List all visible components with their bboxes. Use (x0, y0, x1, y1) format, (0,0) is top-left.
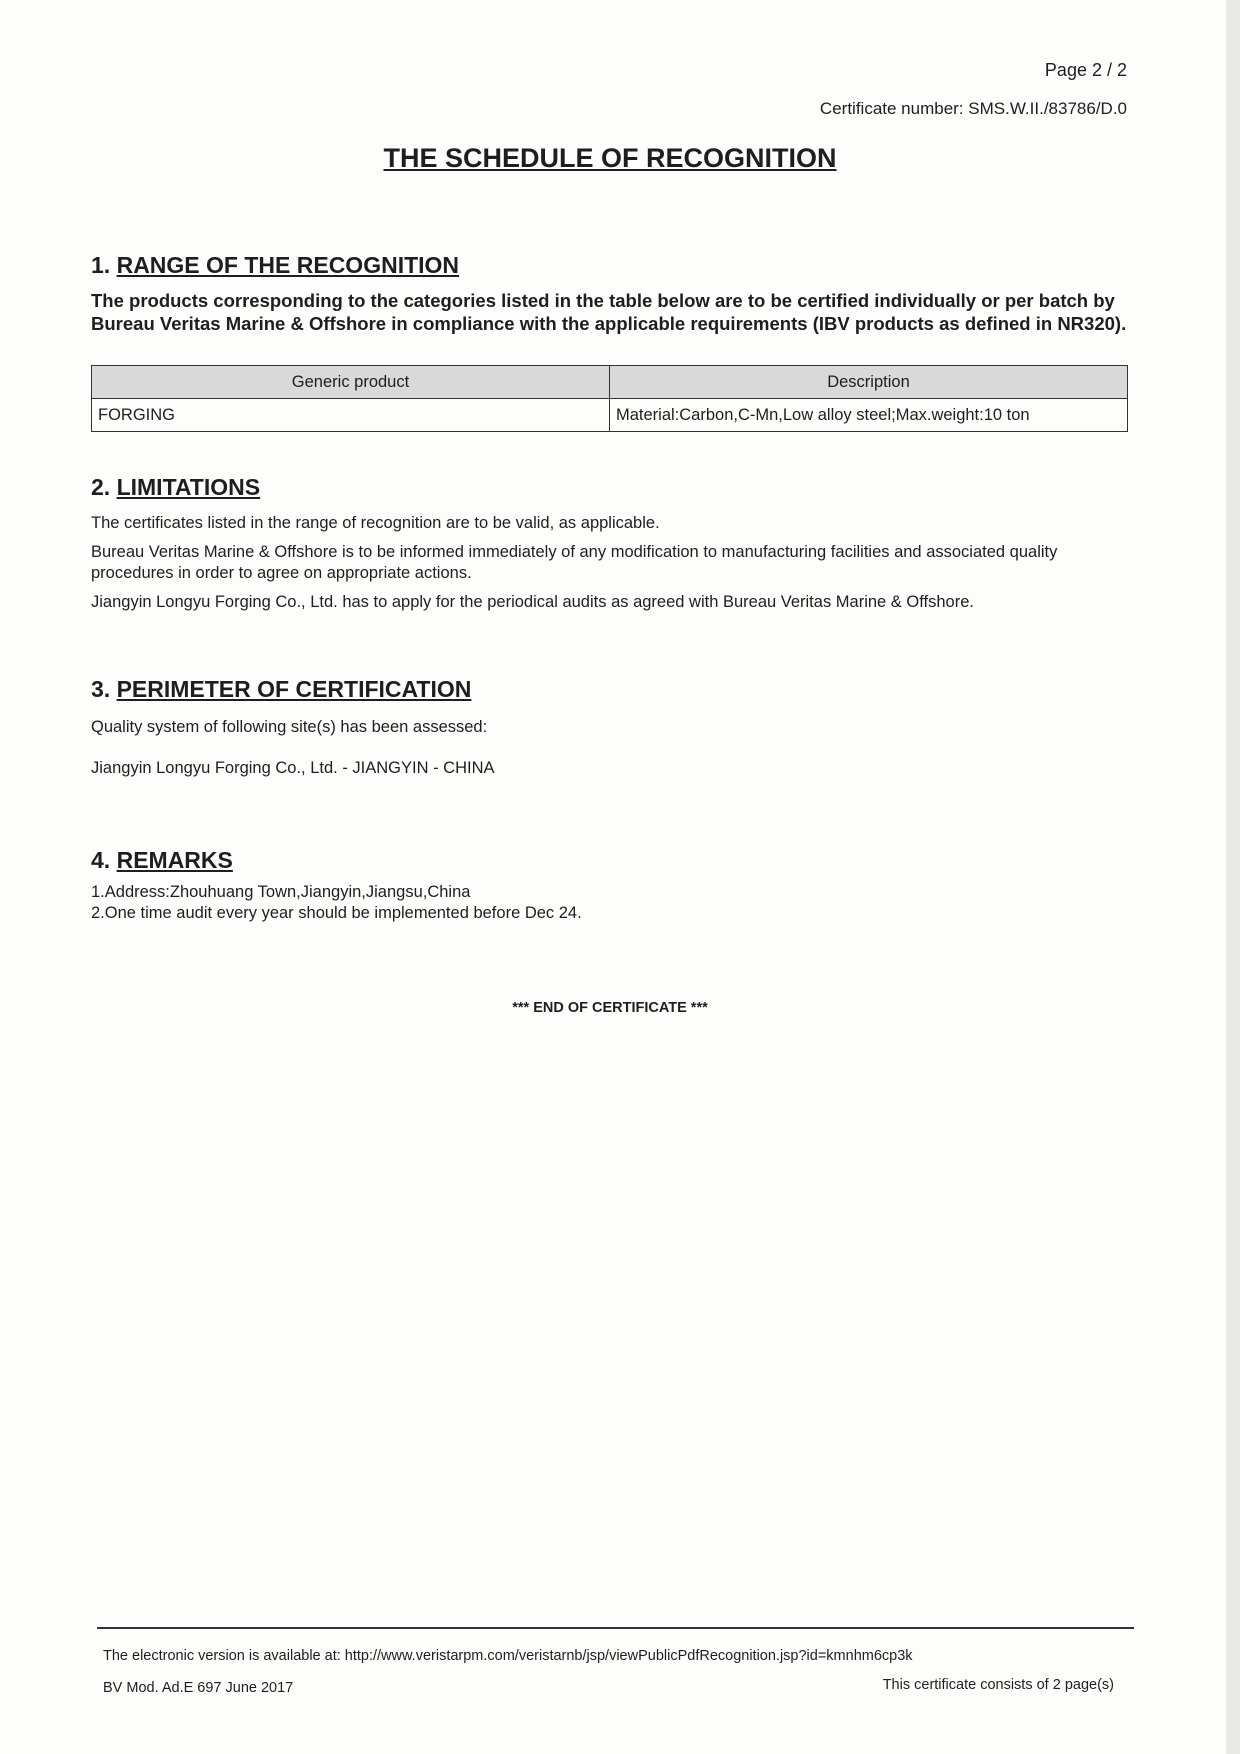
range-intro-text: The products corresponding to the categories listed in the table below are to be certified individually or per batch by Bureau Veritas Marine & Offshore in compliance with the applicable requirements (IBV products as defined in NR320). (91, 290, 1127, 334)
perimeter-site: Jiangyin Longyu Forging Co., Ltd. - JIANGYIN - CHINA (91, 759, 495, 777)
footer-form-reference: BV Mod. Ad.E 697 June 2017 (103, 1680, 294, 1696)
table-header-row (92, 366, 1128, 399)
recognition-table (91, 365, 1128, 432)
document-title: THE SCHEDULE OF RECOGNITION (383, 143, 837, 173)
section-heading (91, 474, 1131, 501)
section-limitations (91, 474, 1131, 613)
page-edge-shadow (1226, 0, 1240, 1754)
end-of-certificate: *** END OF CERTIFICATE *** (512, 1000, 708, 1016)
section-perimeter-of-certification (91, 676, 1131, 779)
section-number: 3. (91, 676, 111, 702)
section-number: 2. (91, 474, 111, 500)
section-title: PERIMETER OF CERTIFICATION (116, 676, 472, 702)
certificate-number: Certificate number: SMS.W.II./83786/D.0 (819, 99, 1127, 118)
limitations-paragraph: Jiangyin Longyu Forging Co., Ltd. has to apply for the periodical audits as agreed with Bureau Veritas Marine & Offshore. (91, 593, 974, 611)
section-remarks (91, 847, 1131, 924)
section-title: LIMITATIONS (116, 474, 261, 500)
perimeter-paragraph: Quality system of following site(s) has been assessed: (91, 718, 488, 736)
table-row (92, 399, 1128, 432)
section-heading (91, 676, 1131, 703)
limitations-paragraph: The certificates listed in the range of recognition are to be valid, as applicable. (91, 514, 660, 532)
section-number: 4. (91, 847, 111, 873)
section-heading (91, 847, 1131, 874)
remark-line: 1.Address:Zhouhuang Town,Jiangyin,Jiangsu,China (91, 883, 471, 901)
remark-line: 2.One time audit every year should be implemented before Dec 24. (91, 904, 582, 922)
cell-generic-product: FORGING (92, 399, 610, 432)
page-number: Page 2 / 2 (1044, 60, 1127, 80)
footer-page-count: This certificate consists of 2 page(s) (882, 1677, 1114, 1693)
footer-divider (97, 1627, 1134, 1629)
section-number: 1. (91, 252, 111, 278)
limitations-paragraph: Bureau Veritas Marine & Offshore is to be informed immediately of any modification to manufacturing facilities and associated quality procedures in order to agree on appropriate actions. (91, 543, 1058, 582)
cell-description: Material:Carbon,C-Mn,Low alloy steel;Max.weight:10 ton (610, 399, 1128, 432)
footer-electronic-version: The electronic version is available at: http://www.veristarpm.com/veristarnb/jsp/viewPublicPdfRecognition.jsp?id=kmnhm6cp3k (103, 1648, 913, 1664)
section-title: RANGE OF THE RECOGNITION (116, 252, 460, 278)
section-title: REMARKS (116, 847, 233, 873)
section-heading (91, 252, 1131, 279)
column-header-description: Description (610, 366, 1128, 399)
column-header-generic-product: Generic product (92, 366, 610, 399)
section-range-of-recognition (91, 252, 1131, 335)
